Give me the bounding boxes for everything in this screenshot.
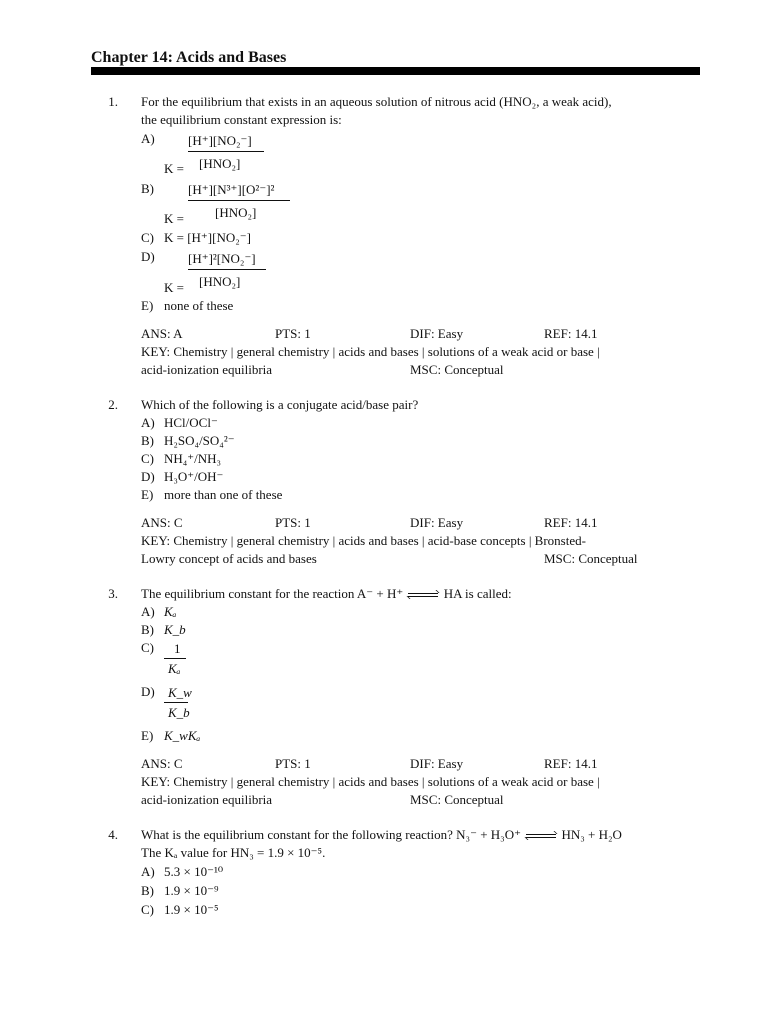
choice-label: C): [141, 451, 154, 466]
key-line: KEY: Chemistry | general chemistry | acids and bases | acid-base concepts | Bronsted-: [141, 533, 586, 548]
msc: MSC: Conceptual: [544, 551, 638, 566]
difficulty: DIF: Easy: [410, 515, 464, 530]
choice-label: E): [141, 728, 154, 743]
fraction-numerator: 1: [174, 641, 181, 656]
fraction-denominator: [HNO₂]: [215, 205, 257, 220]
choice-label: B): [141, 181, 154, 196]
difficulty: DIF: Easy: [410, 756, 464, 771]
stem-text: HN₃ + H₂O: [561, 827, 622, 842]
choice-text: H₃O⁺/OH⁻: [164, 469, 224, 484]
title-rule: [91, 67, 700, 75]
choice-label: C): [141, 230, 154, 245]
page-title: Chapter 14: Acids and Bases: [91, 49, 287, 66]
k-label: K =: [164, 161, 184, 176]
k-label: K =: [164, 280, 184, 295]
fraction-denominator: [HNO₂]: [199, 156, 241, 171]
key-line: acid-ionization equilibria: [141, 792, 273, 807]
choice-text: NH₄⁺/NH₃: [164, 451, 222, 466]
choice-label: A): [141, 864, 155, 879]
choice-label: B): [141, 433, 154, 448]
key-line: acid-ionization equilibria: [141, 362, 273, 377]
choice-label: E): [141, 487, 154, 502]
fraction-bar: [188, 200, 290, 201]
points: PTS: 1: [275, 326, 311, 341]
stem-text: The equilibrium constant for the reaction A⁻ + H⁺: [141, 586, 404, 601]
answer: ANS: C: [141, 756, 183, 771]
choice-label: D): [141, 684, 155, 699]
fraction-denominator: [HNO₂]: [199, 274, 241, 289]
points: PTS: 1: [275, 515, 311, 530]
choice-text: 5.3 × 10⁻¹⁰: [164, 864, 224, 879]
choice-text: K_b: [164, 622, 186, 637]
question-stem: The Kₐ value for HN₃ = 1.9 × 10⁻⁵.: [141, 845, 326, 860]
choice-text: K_wKₐ: [164, 728, 201, 743]
choice-label: C): [141, 640, 154, 655]
choice-label: B): [141, 883, 154, 898]
question-number: 3.: [108, 586, 118, 601]
fraction-bar: [164, 658, 186, 659]
choice-text: Kₐ: [164, 604, 177, 619]
question-number: 2.: [108, 397, 118, 412]
equilibrium-arrow-icon: [408, 590, 438, 600]
question-stem: For the equilibrium that exists in an aqueous solution of nitrous acid (HNO₂, a weak acid),: [141, 94, 612, 109]
reference: REF: 14.1: [544, 326, 598, 341]
choice-label: A): [141, 131, 155, 146]
stem-text: What is the equilibrium constant for the following reaction? N₃⁻ + H₃O⁺: [141, 827, 521, 842]
question-number: 4.: [108, 827, 118, 842]
reference: REF: 14.1: [544, 756, 598, 771]
fraction-bar: [188, 269, 266, 270]
choice-label: D): [141, 249, 155, 264]
fraction-bar: [188, 151, 264, 152]
fraction-denominator: Kₐ: [168, 661, 181, 676]
stem-text: HA is called:: [443, 586, 512, 601]
fraction-numerator: [H⁺][NO₂⁻]: [188, 133, 252, 148]
difficulty: DIF: Easy: [410, 326, 464, 341]
question-number: 1.: [108, 94, 118, 109]
fraction-numerator: K_w: [168, 685, 192, 700]
choice-label: B): [141, 622, 154, 637]
points: PTS: 1: [275, 756, 311, 771]
equilibrium-arrow-icon: [526, 831, 556, 841]
key-line: Lowry concept of acids and bases: [141, 551, 317, 566]
choice-label: A): [141, 604, 155, 619]
msc: MSC: Conceptual: [410, 792, 504, 807]
msc: MSC: Conceptual: [410, 362, 504, 377]
question-stem: the equilibrium constant expression is:: [141, 112, 342, 127]
choice-text: HCl/OCl⁻: [164, 415, 218, 430]
fraction-numerator: [H⁺]²[NO₂⁻]: [188, 251, 256, 266]
answer: ANS: C: [141, 515, 183, 530]
choice-label: C): [141, 902, 154, 917]
reference: REF: 14.1: [544, 515, 598, 530]
question-stem: [141, 586, 512, 602]
fraction-denominator: K_b: [168, 705, 190, 720]
key-line: KEY: Chemistry | general chemistry | acids and bases | solutions of a weak acid or base |: [141, 344, 600, 359]
choice-text: none of these: [164, 298, 234, 313]
answer: ANS: A: [141, 326, 183, 341]
fraction-numerator: [H⁺][N³⁺][O²⁻]²: [188, 182, 275, 197]
choice-text: K = [H⁺][NO₂⁻]: [164, 230, 251, 245]
choice-label: D): [141, 469, 155, 484]
choice-text: more than one of these: [164, 487, 283, 502]
question-stem: [141, 827, 622, 843]
choice-text: H₂SO₄/SO₄²⁻: [164, 433, 235, 448]
choice-text: 1.9 × 10⁻⁹: [164, 883, 219, 898]
question-stem: Which of the following is a conjugate acid/base pair?: [141, 397, 419, 412]
choice-label: A): [141, 415, 155, 430]
choice-text: 1.9 × 10⁻⁵: [164, 902, 219, 917]
key-line: KEY: Chemistry | general chemistry | acids and bases | solutions of a weak acid or base |: [141, 774, 600, 789]
choice-label: E): [141, 298, 154, 313]
k-label: K =: [164, 211, 184, 226]
fraction-bar: [164, 702, 188, 703]
